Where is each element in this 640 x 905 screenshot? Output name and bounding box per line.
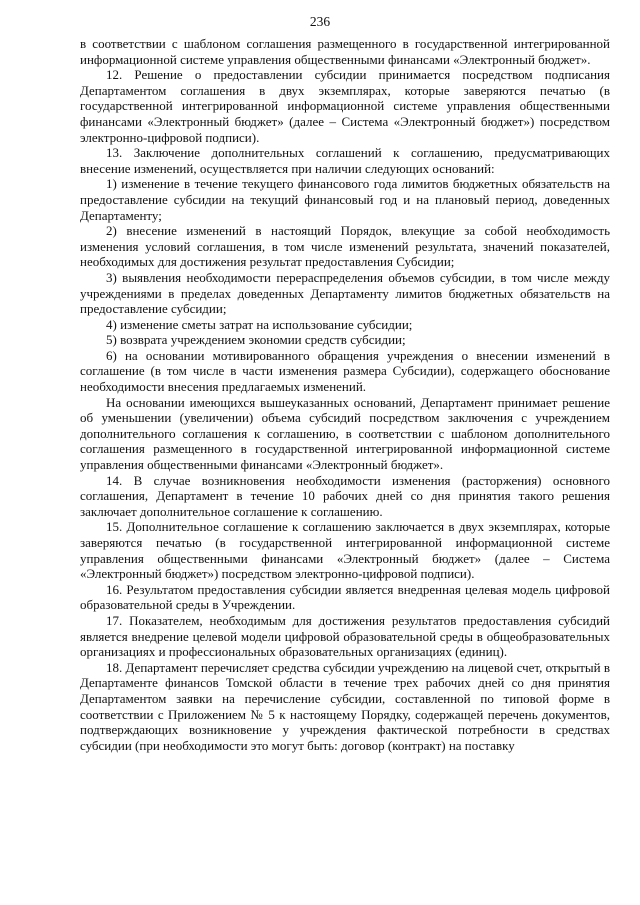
paragraph-item-15: 15. Дополнительное соглашение к соглашению заключается в двух экземплярах, которые заверяются печатью (в государственной интегрированной информационной системе управления общественными финансами «Электронный бюджет» (далее – Система «Электронный бюджет») посредством электронно-цифровой подписи).	[80, 519, 610, 582]
paragraph-item-17: 17. Показателем, необходимым для достижения результатов предоставления субсидий является внедрение целевой модели цифровой образовательной среды в общеобразовательных организациях и профессиональных образовательных организациях (единиц).	[80, 612, 610, 660]
document-body	[80, 36, 610, 753]
paragraph-item-18: 18. Департамент перечисляет средства субсидии учреждению на лицевой счет, открытый в Департаменте финансов Томской области в течение трех рабочих дней со дня принятия Департаментом заявки на перечисление субсидии, составленной по типовой форме в соответствии с Приложением № 5 к настоящему Порядку, содержащей перечень документов, подтверждающих возникновение у учреждения фактической потребности в средствах субсидии (при необходимости это могут быть: договор (контракт) на поставку	[80, 659, 610, 753]
paragraph-subitem-3: 3) выявления необходимости перераспределения объемов субсидии, в том числе между учреждениями в пределах доведенных Департаменту лимитов бюджетных обязательств на предоставление субсидии;	[80, 269, 610, 317]
paragraph-decision-basis: На основании имеющихся вышеуказанных оснований, Департамент принимает решение об уменьшении (увеличении) объема субсидий посредством заключения с учреждением дополнительного соглашения к соглашению, в соответствии с шаблоном дополнительного соглашения размещенного в государственной интегрированной информационной системе управления общественными финансами «Электронный бюджет».	[80, 394, 610, 473]
page-number: 236	[309, 14, 331, 29]
paragraph-item-13: 13. Заключение дополнительных соглашений к соглашению, предусматривающих внесение изменений, осуществляется при наличии следующих оснований:	[80, 145, 610, 176]
paragraph-subitem-2: 2) внесение изменений в настоящий Порядок, влекущие за собой необходимость изменения условий соглашения, в том числе изменений результата, значений показателей, необходимых для достижения результат предоставления Субсидии;	[80, 223, 610, 270]
paragraph-subitem-4: 4) изменение сметы затрат на использование субсидии;	[106, 316, 413, 332]
paragraph-subitem-1: 1) изменение в течение текущего финансового года лимитов бюджетных обязательств на предоставление субсидии на текущий финансовый год и на плановый период, доведенных Департаменту;	[80, 176, 610, 223]
paragraph-subitem-5: 5) возврата учреждением экономии средств субсидии;	[106, 332, 406, 348]
paragraph-subitem-6: 6) на основании мотивированного обращения учреждения о внесении изменений в соглашение (в том числе в части изменения размера Субсидии), содержащего обоснование необходимости внесения предлагаемых изменений.	[80, 347, 610, 395]
paragraph-continuation: в соответствии с шаблоном соглашения размещенного в государственной интегрированной информационной системе управления общественными финансами «Электронный бюджет».	[80, 36, 610, 67]
paragraph-item-16: 16. Результатом предоставления субсидии является внедренная целевая модель цифровой образовательной среды в Учреждении.	[80, 581, 610, 613]
paragraph-item-12: 12. Решение о предоставлении субсидии принимается посредством подписания Департаментом соглашения в двух экземплярах, которые заверяются печатью (в государственной интегрированной информационной системе управления общественными финансами «Электронный бюджет» (далее – Система «Электронный бюджет») посредством электронно-цифровой подписи).	[80, 67, 610, 145]
paragraph-item-14: 14. В случае возникновения необходимости изменения (расторжения) основного соглашения, Департамент в течение 10 рабочих дней со дня принятия такого решения заключает дополнительное соглашение к соглашению.	[80, 472, 610, 519]
